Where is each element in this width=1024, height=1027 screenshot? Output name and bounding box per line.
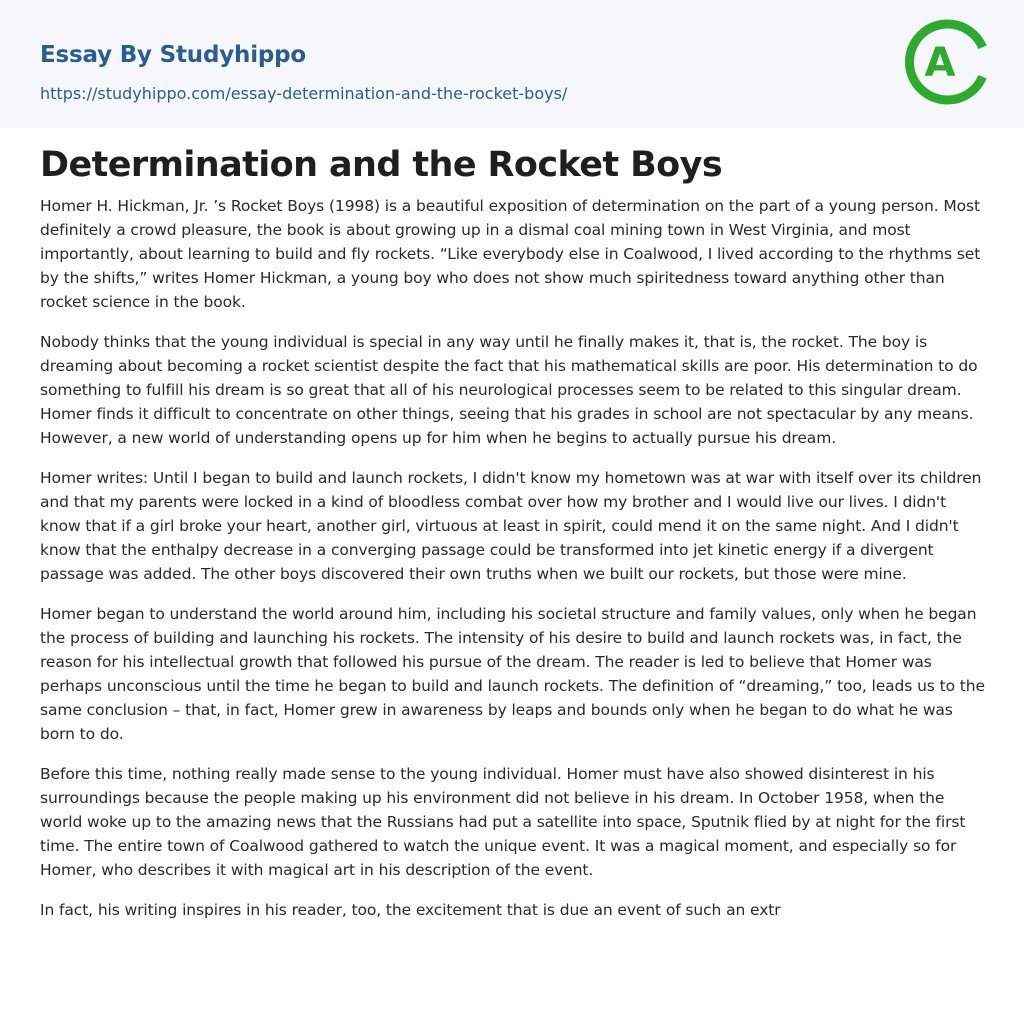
- site-brand[interactable]: Essay By Studyhippo: [40, 42, 307, 68]
- article-paragraph: Homer H. Hickman, Jr. ’s Rocket Boys (1998) is a beautiful exposition of determination on the part of a young person. Most definitely a crowd pleasure, the book is about growing up in a dismal coal mining town in West Virginia, and most importantly, about learning to build and fly rockets. “Like everybody else in Coalwood, I lived according to the rhythms set by the shifts,” writes Homer Hickman, a young boy who does not show much spiritedness toward anything other than rocket science in the book.: [40, 197, 981, 311]
- article-paragraph: In fact, his writing inspires in his reader, too, the excitement that is due an event of such an extr: [40, 901, 781, 919]
- essay-url-link[interactable]: https://studyhippo.com/essay-determination-and-the-rocket-boys/: [40, 84, 568, 103]
- article-paragraph: Before this time, nothing really made sense to the young individual. Homer must have also showed disinterest in his surroundings because the people making up his environment did not believe in his dream. In October 1958, when the world woke up to the amazing news that the Russians had put a satellite into space, Sputnik flied by at night for the first time. The entire town of Coalwood gathered to watch the unique event. It was a magical moment, and especially so for Homer, who describes it with magical art in his description of the event.: [40, 765, 966, 879]
- article-paragraph: Homer began to understand the world around him, including his societal structure and family values, only when he began the process of building and launching his rockets. The intensity of his desire to build and launch rockets was, in fact, the reason for his intellectual growth that followed his pursue of the dream. The reader is led to believe that Homer was perhaps unconscious until the time he began to build and launch rockets. The definition of “dreaming,” too, leads us to the same conclusion – that, in fact, Homer grew in awareness by leaps and bounds only when he began to do what he was born to do.: [40, 605, 985, 743]
- logo-letter: A: [924, 40, 956, 86]
- studyhippo-logo-icon[interactable]: [904, 18, 992, 106]
- article-paragraph: Homer writes: Until I began to build and launch rockets, I didn't know my hometown was at war with itself over its children and that my parents were locked in a kind of bloodless combat over how my brother and I would live our lives. I didn't know that if a girl broke your heart, another girl, virtuous at least in spirit, could mend it on the same night. And I didn't know that the enthalpy decrease in a converging passage could be transformed into jet kinetic energy if a divergent passage was added. The other boys discovered their own truths when we built our rockets, but those were mine.: [40, 469, 982, 583]
- article-title: Determination and the Rocket Boys: [40, 145, 723, 185]
- article-body: [40, 194, 990, 938]
- article-paragraph: Nobody thinks that the young individual is special in any way until he finally makes it, that is, the rocket. The boy is dreaming about becoming a rocket scientist despite the fact that his mathematical skills are poor. His determination to do something to fulfill his dream is so great that all of his neurological processes seem to be related to this singular dream. Homer finds it difficult to concentrate on other things, seeing that his grades in school are not spectacular by any means. However, a new world of understanding opens up for him when he begins to actually pursue his dream.: [40, 333, 978, 447]
- site-header: [0, 0, 1024, 128]
